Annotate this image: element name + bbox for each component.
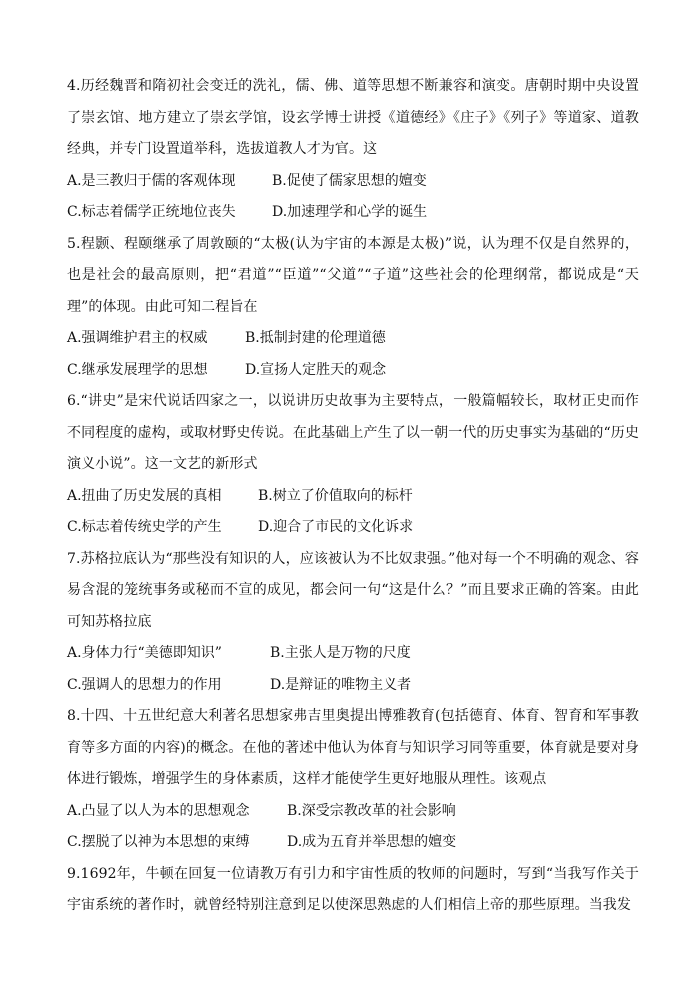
option-a: A.是三教归于儒的客观体现: [67, 172, 236, 189]
option-d: D.加速理学和心学的诞生: [272, 204, 428, 220]
question-4: [67, 71, 639, 229]
option-d: D.迎合了市民的文化诉求: [258, 519, 414, 535]
question-stem: 7.苏格拉底认为“那些没有知识的人，应该被认为不比奴隶强。”他对每一个不明确的观念、容易含混的笼统事务或秘而不宣的成见，都会问一句“这是什么？”而且要求正确的答案。由此可知苏格拉底: [67, 550, 639, 630]
option-d: D.宣扬人定胜天的观念: [245, 361, 387, 378]
option-b: B.深受宗教改革的社会影响: [287, 802, 456, 819]
options-row: [67, 166, 639, 198]
question-7: [67, 544, 639, 702]
option-a: A.身体力行“美德即知识”: [67, 645, 222, 661]
options-row: [67, 481, 639, 513]
option-d: D.成为五育并举思想的嬗变: [287, 834, 457, 850]
option-b: B.抵制封建的伦理道德: [245, 330, 386, 346]
options-row: [67, 197, 639, 229]
options-row: [67, 827, 639, 859]
options-row: [67, 323, 639, 355]
question-stem: 6.“讲史”是宋代说话四家之一，以说讲历史故事为主要特点，一般篇幅较长，取材正史而作不同程度的虚构，或取材野史传说。在此基础上产生了以一朝一代的历史事实为基础的“历史演义小说”。这一文艺的新形式: [67, 393, 639, 472]
option-b: B.促使了儒家思想的嬗变: [272, 172, 427, 189]
option-c: C.标志着儒学正统地位丧失: [67, 204, 236, 220]
option-a: A.凸显了以人为本的思想观念: [67, 802, 250, 819]
options-row: [67, 512, 639, 544]
options-row: [67, 638, 639, 670]
option-b: B.主张人是万物的尺度: [270, 645, 411, 661]
question-stem: 5.程颢、程颐继承了周敦颐的“太极(认为宇宙的本源是太极)”说，认为理不仅是自然界的，也是社会的最高原则，把“君道”“臣道”“父道”“子道”这些社会的伦理纲常，都说成是“天理”的体现。由此可知二程旨在: [67, 235, 639, 315]
option-d: D.是辩证的唯物主义者: [270, 676, 412, 693]
question-5: [67, 229, 639, 387]
question-stem: 8.十四、十五世纪意大利著名思想家弗吉里奥提出博雅教育(包括德育、体育、智育和军事教育等多方面的内容)的概念。在他的著述中他认为体育与知识学习同等重要，体育就是要对身体进行锻炼，增强学生的身体素质，这样才能使学生更好地服从理性。该观点: [67, 708, 639, 787]
option-b: B.树立了价值取向的标杆: [258, 487, 413, 504]
option-c: C.标志着传统史学的产生: [67, 519, 222, 535]
question-9: [67, 859, 639, 922]
question-stem: 9.1692年，牛顿在回复一位请教万有引力和宇宙性质的牧师的问题时，写到“当我写作关于宇宙系统的著作时，就曾经特别注意到足以使深思熟虑的人们相信上帝的那些原理。当我发: [67, 865, 639, 913]
option-c: C.强调人的思想力的作用: [67, 676, 222, 693]
option-c: C.摆脱了以神为本思想的束缚: [67, 834, 250, 850]
option-a: A.强调维护君主的权威: [67, 330, 208, 346]
option-c: C.继承发展理学的思想: [67, 361, 208, 378]
options-row: [67, 796, 639, 828]
question-stem: 4.历经魏晋和隋初社会变迁的洗礼，儒、佛、道等思想不断兼容和演变。唐朝时期中央设置了崇玄馆、地方建立了崇玄学馆，设玄学博士讲授《道德经》《庄子》《列子》等道家、道教经典，并专门设置道举科，选拔道教人才为官。这: [67, 78, 639, 157]
question-8: [67, 701, 639, 859]
options-row: [67, 355, 639, 387]
question-6: [67, 386, 639, 544]
options-row: [67, 670, 639, 702]
option-a: A.扭曲了历史发展的真相: [67, 487, 222, 504]
